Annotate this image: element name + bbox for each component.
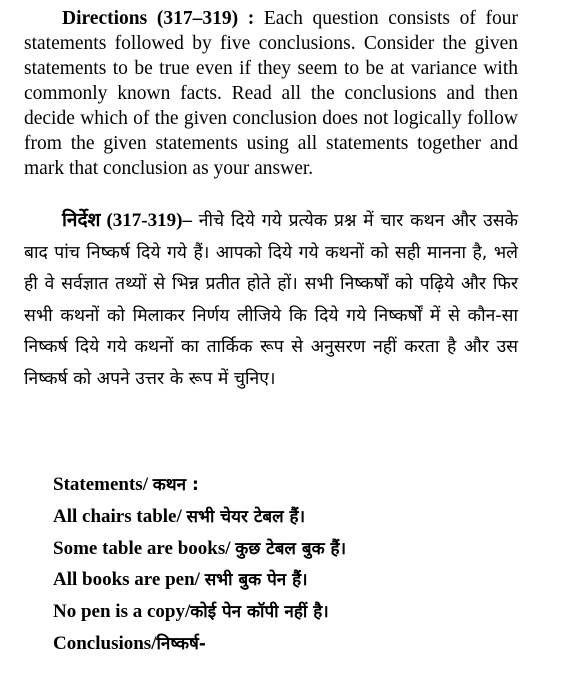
directions-hindi-text: नीचे दिये गये प्रत्येक प्रश्न में चार कथन और उसके बाद पांच निष्कर्ष दिये गये हैं। आपको दिये गये कथनों को सही मानना है, भले ही वे सर्वज्ञात तथ्यों से भिन्न प्रतीत होते हों। सभी निष्कर्षों को पढ़िये और फिर सभी कथनों को मिलाकर निर्णय लीजिये कि दिये गये निष्कर्षों में से कौन-सा निष्कर्ष दिये गये कथनों का तार्किक रूप से अनुसरण नहीं करता है और उस निष्कर्ष को अपने उत्तर के रूप में चुनिए। xyxy=(24,211,518,389)
statement-4-en: No pen is a copy/ xyxy=(53,601,191,623)
statement-4 xyxy=(53,596,553,628)
conclusions-heading-en: Conclusions/ xyxy=(53,632,157,654)
conclusions-heading-hi: निष्कर्ष- xyxy=(156,633,206,654)
statement-1-hi: सभी चेयर टेबल हैं। xyxy=(186,506,306,527)
statements-heading-en: Statements/ xyxy=(53,474,153,495)
directions-hindi-lead: निर्देश (317-319)– xyxy=(62,210,192,231)
directions-english-lead: Directions (317–319) : xyxy=(62,8,255,29)
directions-hindi xyxy=(24,205,518,395)
statement-4-hi: कोई पेन कॉपी नहीं है। xyxy=(190,602,329,623)
directions-english xyxy=(24,6,518,181)
statement-3-en: All books are pen/ xyxy=(53,569,205,591)
statements-heading-hi: कथन : xyxy=(152,475,199,495)
statement-2-hi: कुछ टेबल बुक हैं। xyxy=(235,538,347,559)
statements-heading xyxy=(53,469,553,501)
statement-1 xyxy=(53,501,553,533)
statements-block xyxy=(53,469,553,660)
conclusions-heading xyxy=(53,628,553,660)
statement-3 xyxy=(53,564,553,596)
directions-english-text: Each question consists of four statements followed by five conclusions. Consider the given statements to be true even if they seem to be at variance with commonly known facts. Read all the conclusions and then decide which of the given conclusion does not logically follow from the given statements using all statements together and mark that conclusion as your answer. xyxy=(24,8,518,179)
statement-1-en: All chairs table/ xyxy=(53,505,187,527)
statement-3-hi: सभी बुक पेन हैं। xyxy=(204,570,308,591)
statement-2 xyxy=(53,533,553,565)
statement-2-en: Some table are books/ xyxy=(53,537,236,559)
